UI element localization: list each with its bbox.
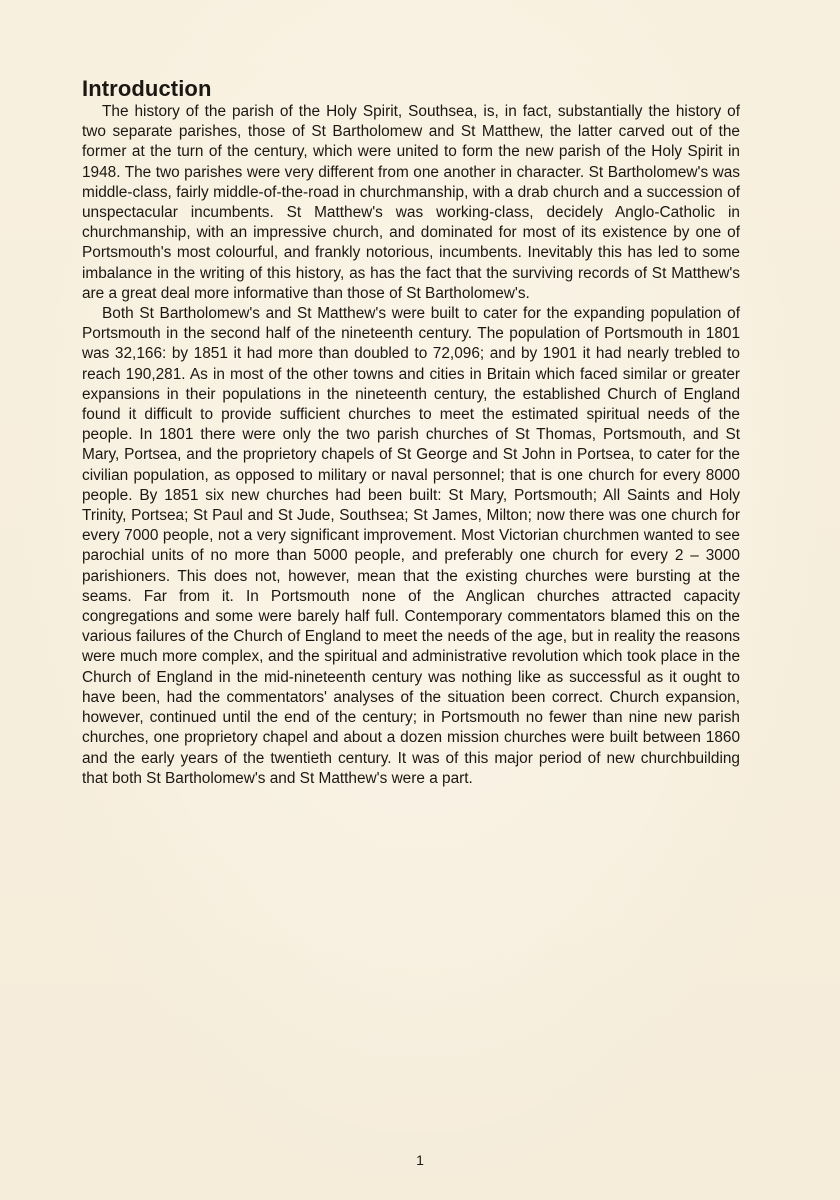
paragraph-1: The history of the parish of the Holy Spirit, Southsea, is, in fact, substantially the history of two separate parishes, those of St Bartholomew and St Matthew, the latter carved out of the former at the turn of the century, which were united to form the new parish of the Holy Spirit in 1948. The two parishes were very different from one another in character. St Bartholomew's was middle-class, fairly middle-of-the-road in churchmanship, with a drab church and a succession of unspectacular incumbents. St Matthew's was working-class, decidely Anglo-Catholic in churchmanship, with an impressive church, and dominated for most of its existence by one of Portsmouth's most colourful, and frankly notorious, incumbents. Inevitably this has led to some imbalance in the writing of this history, as has the fact that the surviving records of St Matthew's are a great deal more informative than those of St Bartholomew's. — [82, 103, 740, 302]
page-content — [82, 76, 740, 789]
section-heading: Introduction — [82, 76, 212, 101]
paragraph-2: Both St Bartholomew's and St Matthew's were built to cater for the expanding population of Portsmouth in the second half of the nineteenth century. The population of Portsmouth in 1801 was 32,166: by 1851 it had more than doubled to 72,096; and by 1901 it had nearly trebled to reach 190,281. As in most of the other towns and cities in Britain which faced similar or greater expansions in their populations in the nineteenth century, the established Church of England found it difficult to provide sufficient churches to meet the estimated spiritual needs of the people. In 1801 there were only the two parish churches of St Thomas, Portsmouth, and St Mary, Portsea, and the proprietory chapels of St George and St John in Portsea, to cater for the civilian population, as opposed to military or naval personnel; that is one church for every 8000 people. By 1851 six new churches had been built: St Mary, Portsmouth; All Saints and Holy Trinity, Portsea; St Paul and St Jude, Southsea; St James, Milton; now there was one church for every 7000 people, not a very significant improvement. Most Victorian churchmen wanted to see parochial units of no more than 5000 people, and preferably one church for every 2 – 3000 parishioners. This does not, however, mean that the existing churches were bursting at the seams. Far from it. In Portsmouth none of the Anglican churches attracted capacity congregations and some were barely half full. Contemporary commentators blamed this on the various failures of the Church of England to meet the needs of the age, but in reality the reasons were much more complex, and the spiritual and administrative revolution which took place in the Church of England in the mid-nineteenth century was nothing like as successful as it ought to have been, had the commentators' analyses of the situation been correct. Church expansion, however, continued until the end of the century; in Portsmouth no fewer than nine new parish churches, one proprietory chapel and about a dozen mission churches were built between 1860 and the early years of the twentieth century. It was of this major period of new churchbuilding that both St Bartholomew's and St Matthew's were a part. — [82, 305, 740, 787]
page-number: 1 — [416, 1152, 424, 1168]
